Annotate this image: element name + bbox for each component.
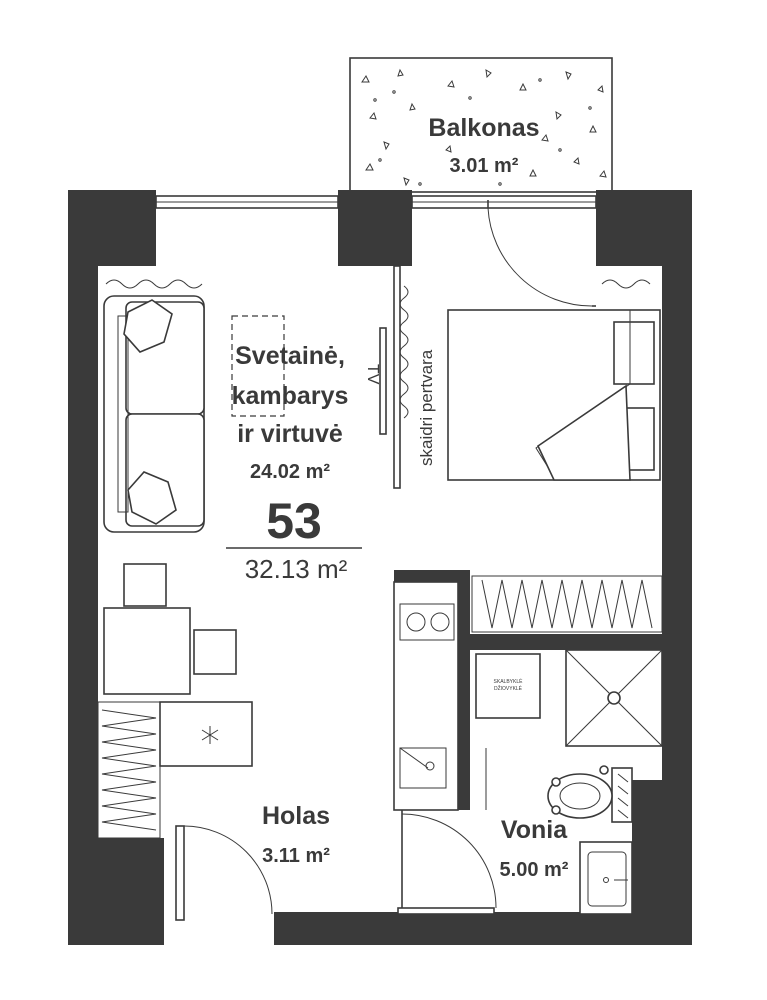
balcony-name: Balkonas — [428, 114, 540, 142]
apartment-total-area: 32.13 m² — [244, 554, 348, 584]
living-name-line1: Svetainė, — [235, 342, 345, 370]
hall-area: 3.11 m² — [262, 845, 330, 867]
bathroom-door — [398, 810, 496, 914]
washer-label-line2: DŽIOVYKLĖ — [493, 686, 523, 692]
kitchen-counter — [394, 582, 458, 810]
window-living — [156, 196, 338, 208]
hall-closet — [98, 702, 252, 838]
partition-label: skaidri pertvara — [417, 349, 436, 466]
radiator-bedroom — [602, 280, 650, 288]
tv-label: TV — [364, 364, 381, 385]
radiator-living — [106, 280, 202, 288]
apartment-number: 53 — [266, 493, 322, 549]
shower — [566, 650, 662, 746]
balcony-door — [488, 200, 596, 306]
sink — [580, 842, 632, 914]
sofa — [104, 296, 204, 532]
hall-name: Holas — [261, 802, 331, 830]
window-bedroom — [412, 196, 596, 208]
living-name-line2: kambarys — [231, 382, 349, 410]
sliding-partition — [394, 266, 436, 488]
bath-name: Vonia — [500, 816, 568, 844]
entrance-door — [176, 826, 272, 920]
bed — [448, 310, 660, 480]
living-name-line3: ir virtuvė — [237, 420, 343, 448]
tv-unit — [364, 328, 386, 434]
living-area: 24.02 m² — [249, 461, 331, 483]
dining-set — [104, 564, 236, 694]
washer-label-line1: SKALBYKLĖ — [493, 679, 523, 685]
toilet — [548, 766, 632, 822]
wardrobe — [472, 576, 662, 632]
washer-dryer — [476, 654, 540, 718]
balcony-area: 3.01 m² — [449, 155, 519, 177]
bath-area: 5.00 m² — [499, 859, 569, 881]
